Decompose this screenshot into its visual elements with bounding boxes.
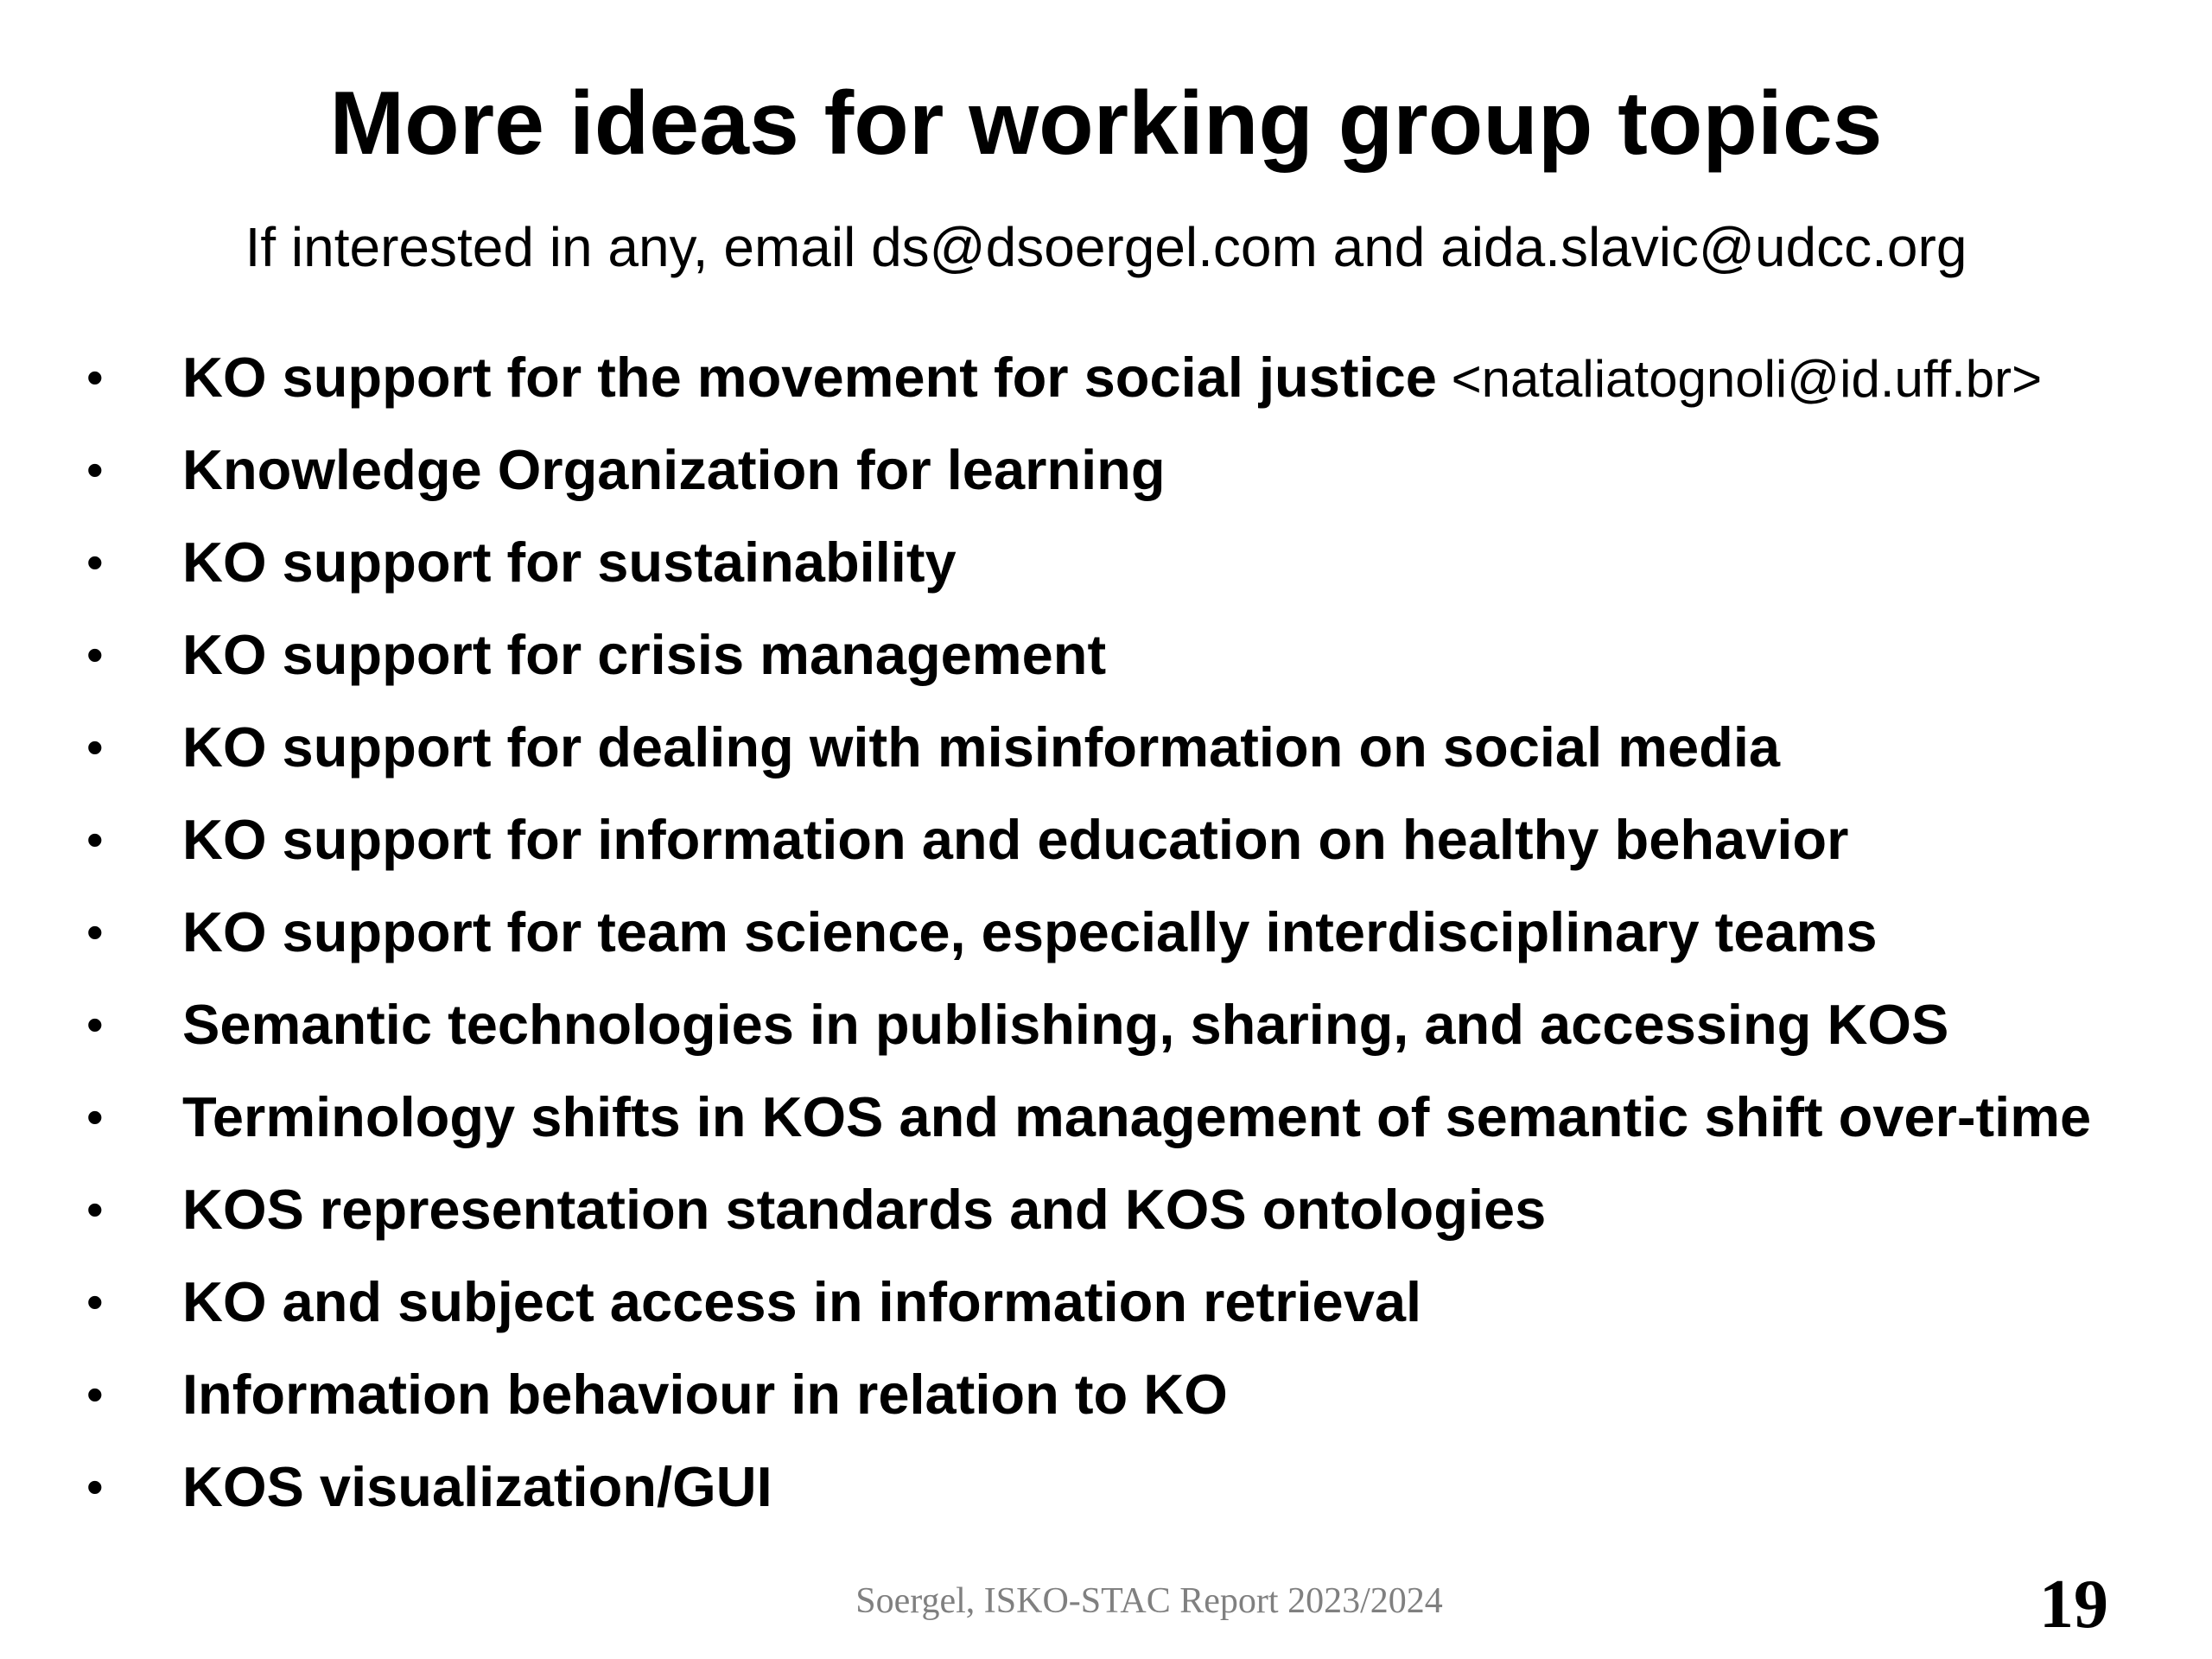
topic-label: KO support for team science, especially interdisciplinary teams xyxy=(182,900,1878,963)
topic-label: KO and subject access in information retrieval xyxy=(182,1270,1422,1333)
topic-item xyxy=(86,434,2160,526)
bullet-icon: • xyxy=(86,1090,104,1144)
topic-item xyxy=(86,711,2160,804)
topic-item xyxy=(86,1173,2160,1266)
topic-label: Terminology shifts in KOS and management of semantic shift over-time xyxy=(182,1085,2092,1148)
topic-label: KO support for sustainability xyxy=(182,531,957,594)
slide-footer: Soergel, ISKO-STAC Report 2023/2024 xyxy=(855,1581,1443,1621)
topic-label: Semantic technologies in publishing, sharing, and accessing KOS xyxy=(182,993,1949,1056)
bullet-icon: • xyxy=(86,1182,104,1236)
topic-label: KOS representation standards and KOS ontologies xyxy=(182,1178,1547,1241)
topic-item xyxy=(86,1266,2160,1358)
topic-item xyxy=(86,1358,2160,1451)
bullet-icon: • xyxy=(86,1274,104,1329)
topic-item xyxy=(86,804,2160,896)
topic-item xyxy=(86,619,2160,711)
page-number: 19 xyxy=(2039,1567,2108,1643)
topic-label: Knowledge Organization for learning xyxy=(182,438,1166,501)
bullet-icon: • xyxy=(86,350,104,404)
bullet-icon: • xyxy=(86,627,104,682)
topic-item xyxy=(86,988,2160,1081)
bullet-icon: • xyxy=(86,997,104,1052)
topic-item xyxy=(86,896,2160,988)
topic-item xyxy=(86,1451,2160,1543)
bullet-icon: • xyxy=(86,1459,104,1514)
topic-label: KO support for information and education on healthy behavior xyxy=(182,808,1849,871)
topic-label: KOS visualization/GUI xyxy=(182,1455,772,1518)
topic-contact-email: <nataliatognoli@id.uff.br> xyxy=(1436,350,2043,408)
topic-label: Information behaviour in relation to KO xyxy=(182,1363,1228,1426)
topic-item xyxy=(86,1081,2160,1173)
bullet-icon: • xyxy=(86,535,104,589)
topic-item xyxy=(86,526,2160,619)
topic-label: KO support for crisis management xyxy=(182,623,1107,686)
topic-label: KO support for the movement for social justice xyxy=(182,346,1437,409)
slide-subtitle: If interested in any, email ds@dsoergel.com and aida.slavic@udcc.org xyxy=(245,216,1967,278)
bullet-icon: • xyxy=(86,1367,104,1421)
topic-item xyxy=(86,341,2160,434)
bullet-icon: • xyxy=(86,720,104,774)
topic-list xyxy=(86,341,2160,1543)
bullet-icon: • xyxy=(86,442,104,497)
bullet-icon: • xyxy=(86,905,104,959)
topic-label: KO support for dealing with misinformation on social media xyxy=(182,715,1781,779)
slide-title: More ideas for working group topics xyxy=(329,73,1883,174)
bullet-icon: • xyxy=(86,812,104,867)
